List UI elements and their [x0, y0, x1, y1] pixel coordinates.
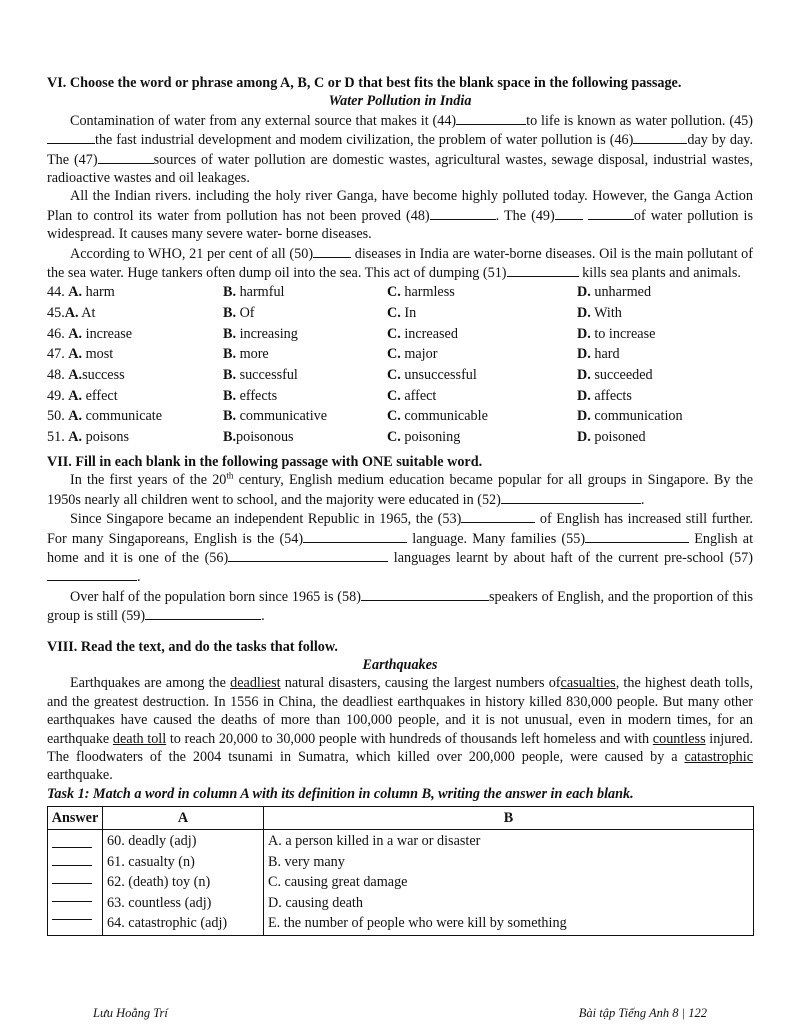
text: Over half of the population born since 1965 is (58): [70, 588, 361, 605]
option-44-d[interactable]: D. unharmed: [577, 284, 652, 301]
option-51-a[interactable]: 51. A. poisons: [47, 429, 129, 446]
blank-45[interactable]: [47, 130, 95, 144]
task-1-instruction: Task 1: Match a word in column A with its definition in column B, writing the answer in each blank.: [47, 785, 634, 802]
option-49-d[interactable]: D. affects: [577, 387, 632, 404]
text: According to WHO, 21 per cent of all (50): [70, 245, 314, 262]
passage-paragraph: [47, 587, 753, 626]
blank-57[interactable]: [47, 567, 137, 581]
text: injured. The floodwaters of the 2004 tsunami in Sumatra, which killed over 200,000 people, were caused by a: [47, 730, 753, 766]
option-50-b[interactable]: B. communicative: [223, 408, 328, 425]
blank-48[interactable]: [430, 206, 496, 220]
text: In the first years of the 20: [70, 472, 227, 489]
definition-item: D. causing death: [268, 894, 363, 911]
option-51-c[interactable]: C. poisoning: [387, 429, 461, 446]
blank-53[interactable]: [461, 509, 535, 523]
option-48-c[interactable]: C. unsuccessful: [387, 367, 477, 384]
option-row: [47, 365, 753, 386]
option-45-b[interactable]: B. Of: [223, 305, 255, 321]
blank-49a[interactable]: [555, 206, 583, 220]
option-47-d[interactable]: D. hard: [577, 346, 620, 363]
text: kills sea plants and animals.: [582, 265, 741, 282]
table-header-b: B: [264, 807, 754, 830]
underlined-word: casualties: [560, 675, 616, 692]
option-50-a[interactable]: 50. A. communicate: [47, 408, 163, 425]
blank-46[interactable]: [633, 130, 687, 144]
blank-44[interactable]: [456, 111, 526, 125]
underlined-word: countless: [652, 730, 706, 747]
passage-paragraph: [47, 509, 753, 587]
option-48-a[interactable]: 48. A.success: [47, 367, 125, 384]
text: languages learnt by about haft of the current pre-school (57): [393, 550, 754, 566]
option-50-c[interactable]: C. communicable: [387, 408, 488, 425]
footer-author: Lưu Hoằng Trí: [93, 1006, 168, 1020]
section-6-heading: VI. Choose the word or phrase among A, B, C or D that best fits the blank space in the following passage.: [47, 75, 682, 91]
passage-paragraph: [47, 111, 753, 188]
text: .: [261, 608, 265, 625]
options-table: [47, 282, 753, 448]
option-row: [47, 407, 753, 428]
option-row: [47, 303, 753, 324]
word-item: 61. casualty (n): [107, 853, 195, 870]
option-51-b[interactable]: B.poisonous: [223, 429, 294, 446]
option-46-a[interactable]: 46. A. increase: [47, 325, 133, 342]
text: day by day. The (47): [47, 132, 753, 168]
text: to reach 20,000 to 30,000 people with hundreds of thousands left homeless and with: [166, 730, 653, 747]
option-50-d[interactable]: D. communication: [577, 408, 683, 425]
matching-table: [47, 806, 754, 936]
superscript: th: [226, 470, 234, 481]
option-48-b[interactable]: B. successful: [223, 367, 298, 384]
option-row: [47, 427, 753, 448]
option-47-a[interactable]: 47. A. most: [47, 346, 114, 363]
option-46-d[interactable]: D. to increase: [577, 325, 656, 342]
blank-58[interactable]: [361, 587, 489, 601]
option-46-b[interactable]: B. increasing: [223, 325, 298, 342]
option-row: [47, 345, 753, 366]
option-49-c[interactable]: C. affect: [387, 387, 437, 404]
definition-item: E. the number of people who were kill by something: [268, 915, 567, 932]
option-49-b[interactable]: B. effects: [223, 387, 278, 404]
answer-blank-63[interactable]: [52, 887, 92, 902]
blank-56[interactable]: [228, 548, 388, 562]
word-item: 64. catastrophic (adj): [107, 915, 228, 932]
section-7-heading: VII. Fill in each blank in the following passage with ONE suitable word.: [47, 453, 483, 470]
blank-49b[interactable]: [588, 206, 634, 220]
column-b: [264, 830, 754, 936]
text: language. Many families (55): [412, 530, 586, 547]
option-44-c[interactable]: C. harmless: [387, 284, 455, 301]
worksheet-page: [47, 74, 753, 936]
text: Earthquakes are among the: [70, 675, 231, 692]
option-45-a[interactable]: 45.A. At: [47, 305, 96, 321]
option-44-a[interactable]: 44. A. harm: [47, 284, 115, 301]
option-45-d[interactable]: D. With: [577, 305, 622, 321]
blank-51[interactable]: [507, 263, 579, 277]
blank-47[interactable]: [98, 150, 154, 164]
text: speakers of English, and the proportion of this group is still (59): [47, 588, 754, 625]
answer-blank-62[interactable]: [52, 869, 92, 884]
section-8-heading: VIII. Read the text, and do the tasks that follow.: [47, 638, 338, 655]
text: diseases in India are water-borne diseases. Oil is the main pollutant of the sea water. Huge tankers often dump oil into the sea. This act of dumping (51): [47, 245, 753, 282]
text: sources of water pollution are domestic wastes, agricultural wastes, sewage disposal, industrial wastes, radioactive wastes and oil leakages.: [47, 151, 754, 187]
answer-column: [48, 830, 103, 936]
option-48-d[interactable]: D. succeeded: [577, 367, 653, 384]
definition-item: C. causing great damage: [268, 874, 408, 891]
option-row: [47, 324, 753, 345]
text: All the Indian rivers. including the holy river Ganga, have become highly polluted today. However, the Ganga Action Plan to control its water from pollution has not been proved (48): [47, 188, 753, 224]
text: Since Singapore became an independent Republic in 1965, the (53): [70, 511, 462, 528]
definition-item: B. very many: [268, 853, 345, 870]
option-45-c[interactable]: C. In: [387, 305, 417, 321]
underlined-word: deadliest: [230, 675, 281, 692]
text: .: [640, 491, 645, 508]
passage-paragraph: [47, 471, 753, 509]
passage-paragraph: [47, 674, 753, 784]
definition-item: A. a person killed in a war or disaster: [268, 833, 481, 850]
text: .: [137, 569, 141, 586]
text: Contamination of water from any external source that makes it (44): [70, 112, 457, 129]
blank-55[interactable]: [585, 529, 689, 543]
option-51-d[interactable]: D. poisoned: [577, 429, 646, 446]
passage-title-earthquakes: Earthquakes: [362, 657, 438, 674]
blank-50[interactable]: [313, 244, 351, 258]
option-row: [47, 386, 753, 407]
table-header-answer: Answer: [48, 807, 103, 830]
underlined-word: death toll: [112, 730, 167, 747]
blank-52[interactable]: [501, 490, 641, 504]
text: . The (49): [495, 207, 555, 224]
text: earthquake.: [47, 767, 113, 784]
text: English at home and it is one of the (56): [47, 530, 754, 566]
text: the fast industrial development and modem civilization, the problem of water pollution is (46): [95, 132, 634, 149]
option-row: [47, 282, 753, 303]
option-44-b[interactable]: B. harmful: [223, 284, 285, 301]
table-header-a: A: [103, 807, 264, 830]
passage-paragraph: [47, 187, 753, 243]
blank-54[interactable]: [303, 529, 407, 543]
word-item: 60. deadly (adj): [107, 833, 197, 850]
footer-book-page: Bài tập Tiếng Anh 8 | 122: [578, 1006, 707, 1020]
text: , the highest death tolls, and the greatest destruction. In 1556 in China, the deadliest earthquakes in history killed 830,000 people. But many other earthquakes have caused the deaths of more than 100,000 people, and it is not unusual, even in modern times, for an earthquake: [47, 675, 754, 747]
text: century, English medium education became popular for all groups in Singapore. By the 1950s nearly all children went to school, and the majority were educated in (52): [47, 472, 754, 508]
option-49-a[interactable]: 49. A. effect: [47, 387, 118, 404]
word-item: 63. countless (adj): [107, 894, 212, 911]
column-a: [103, 830, 264, 936]
passage-paragraph: [47, 244, 753, 283]
underlined-word: catastrophic: [684, 749, 753, 766]
answer-blank-60[interactable]: [52, 833, 92, 848]
text: natural disasters, causing the largest numbers of: [280, 675, 561, 692]
text: of English has increased still further. For many Singaporeans, English is the (54): [47, 511, 753, 547]
text: to life is known as water pollution. (45): [526, 112, 753, 129]
option-46-c[interactable]: C. increased: [387, 325, 458, 342]
option-47-c[interactable]: C. major: [387, 346, 438, 363]
answer-blank-64[interactable]: [52, 905, 92, 920]
option-47-b[interactable]: B. more: [223, 346, 269, 363]
text: of water pollution is widespread. It causes many severe water- borne diseases.: [47, 207, 754, 243]
blank-59[interactable]: [145, 606, 261, 620]
passage-title-water-pollution: Water Pollution in India: [328, 93, 472, 110]
word-item: 62. (death) toy (n): [107, 874, 211, 891]
answer-blank-61[interactable]: [52, 851, 92, 866]
